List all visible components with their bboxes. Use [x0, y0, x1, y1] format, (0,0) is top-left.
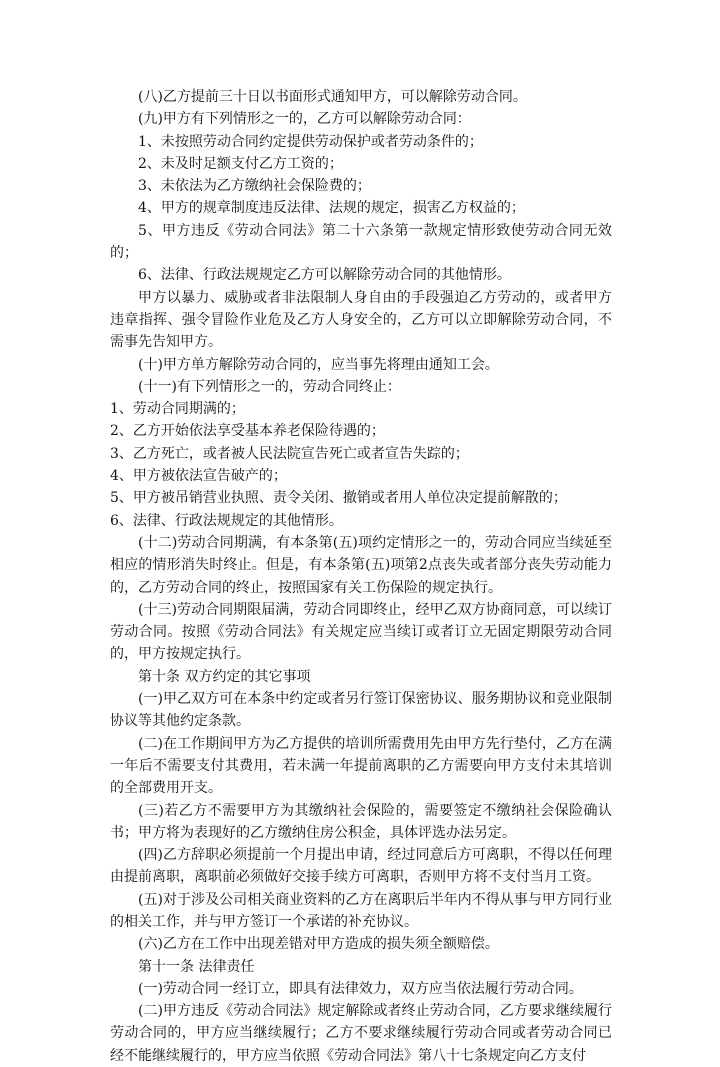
- paragraph: 6、法律、行政法规规定的其他情形。: [110, 512, 343, 529]
- paragraph: 3、乙方死亡，或者被人民法院宣告死亡或者宣告失踪的；: [110, 445, 469, 462]
- section-heading: 第十条 双方约定的其它事项: [138, 668, 311, 685]
- paragraph: 5、甲方被吊销营业执照、责令关闭、撤销或者用人单位决定提前解散的；: [110, 490, 567, 507]
- paragraph: (三)若乙方不需要甲方为其缴纳社会保险的，需要签定不缴纳社会保险确认书；甲方将为表现好的乙方缴纳住房公积金，具体评选办法另定。: [110, 802, 612, 841]
- paragraph: (二)甲方违反《劳动合同法》规定解除或者终止劳动合同，乙方要求继续履行劳动合同的，甲方应当继续履行；乙方不要求继续履行劳动合同或者劳动合同已经不能继续履行的，甲方应当依照《劳动合同法》第八十七条规定向乙方支付: [110, 1003, 612, 1064]
- paragraph: 3、未依法为乙方缴纳社会保险费的；: [138, 178, 371, 195]
- paragraph: 4、甲方被依法宣告破产的；: [110, 468, 287, 485]
- paragraph: (五)对于涉及公司相关商业资料的乙方在离职后半年内不得从事与甲方同行业的相关工作，并与甲方签订一个承诺的补充协议。: [110, 891, 612, 930]
- section-heading: 第十一条 法律责任: [138, 958, 255, 975]
- paragraph: 2、乙方开始依法享受基本养老保险待遇的；: [110, 423, 385, 440]
- paragraph: (十三)劳动合同期限届满，劳动合同即终止，经甲乙双方协商同意，可以续订劳动合同。按照《劳动合同法》有关规定应当续订或者订立无固定期限劳动合同的，甲方按规定执行。: [110, 601, 612, 663]
- paragraph: 6、法律、行政法规规定乙方可以解除劳动合同的其他情形。: [138, 267, 511, 284]
- paragraph: (六)乙方在工作中出现差错对甲方造成的损失须全额赔偿。: [138, 936, 499, 953]
- paragraph: 5、甲方违反《劳动合同法》第二十六条第一款规定情形致使劳动合同无效的；: [110, 222, 612, 262]
- paragraph: 2、未及时足额支付乙方工资的；: [138, 155, 343, 172]
- paragraph: 1、未按照劳动合同约定提供劳动保护或者劳动条件的；: [138, 133, 483, 150]
- paragraph: (四)乙方辞职必须提前一个月提出申请，经过同意后方可离职，不得以任何理由提前离职，离职前必须做好交接手续方可离职，否则甲方将不支付当月工资。: [110, 847, 612, 886]
- paragraph: (八)乙方提前三十日以书面形式通知甲方，可以解除劳动合同。: [138, 89, 527, 105]
- paragraph: 1、劳动合同期满的；: [110, 401, 245, 418]
- paragraph: (十)甲方单方解除劳动合同的，应当事先将理由通知工会。: [138, 356, 499, 373]
- paragraph: (十一)有下列情形之一的，劳动合同终止：: [138, 378, 401, 395]
- paragraph: (九)甲方有下列情形之一的，乙方可以解除劳动合同：: [138, 111, 471, 128]
- paragraph: (一)甲乙双方可在本条中约定或者另行签订保密协议、服务期协议和竞业限制协议等其他约定条款。: [110, 691, 612, 730]
- paragraph: (十二)劳动合同期满，有本条第(五)项约定情形之一的，劳动合同应当续延至相应的情形消失时终止。但是，有本条第(五)项第2点丧失或者部分丧失劳动能力的，乙方劳动合同的终止，按照国家有关工伤保险的规定执行。: [110, 534, 612, 596]
- document-page: [110, 86, 612, 1067]
- paragraph: 甲方以暴力、威胁或者非法限制人身自由的手段强迫乙方劳动的，或者甲方违章指挥、强令冒险作业危及乙方人身安全的，乙方可以立即解除劳动合同，不需事先告知甲方。: [110, 289, 612, 351]
- paragraph: (一)劳动合同一经订立，即具有法律效力，双方应当依法履行劳动合同。: [138, 980, 583, 997]
- paragraph: 4、甲方的规章制度违反法律、法规的规定，损害乙方权益的；: [138, 200, 525, 217]
- paragraph: (二)在工作期间甲方为乙方提供的培训所需费用先由甲方先行垫付，乙方在满一年后不需要支付其费用，若未满一年提前离职的乙方需要向甲方支付未其培训的全部费用开支。: [110, 735, 612, 797]
